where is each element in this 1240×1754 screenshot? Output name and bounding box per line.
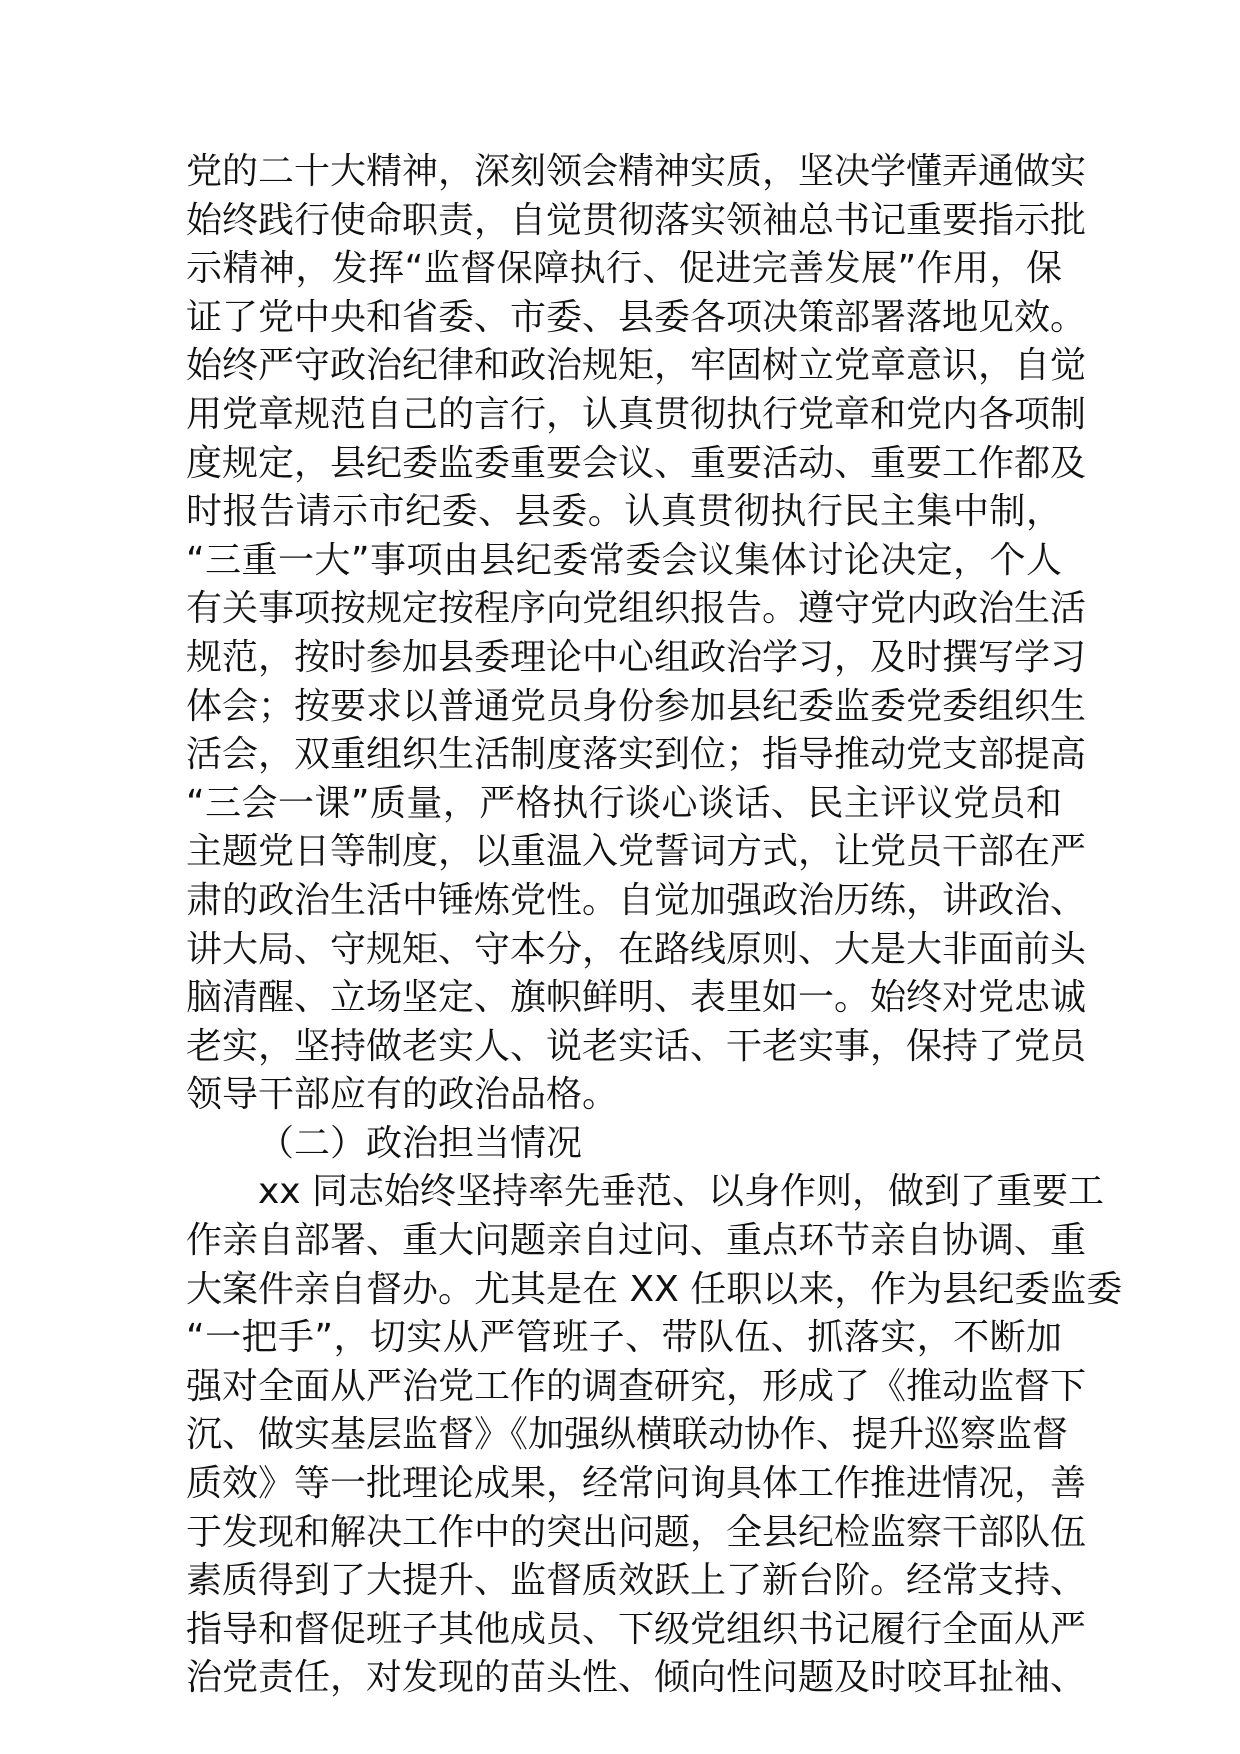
text-line: 有关事项按规定按程序向党组织报告。遵守党内政治生活 [186, 588, 1087, 630]
text-line: 体会；按要求以普通党员身份参加县纪委监委党委组织生 [186, 685, 1087, 727]
text-line: 肃的政治生活中锤炼党性。自觉加强政治历练，讲政治、 [186, 879, 1087, 921]
text-line: 时报告请示市纪委、县委。认真贯彻执行民主集中制， [186, 491, 1062, 533]
text-line: 大案件亲自督办。尤其是在 XX 任职以来，作为县纪委监委 [186, 1268, 1123, 1310]
text-line: 度规定，县纪委监委重要会议、重要活动、重要工作都及 [186, 442, 1087, 484]
text-line: 活会，双重组织生活制度落实到位；指导推动党支部提高 [186, 734, 1087, 776]
text-line: 素质得到了大提升、监督质效跃上了新台阶。经常支持、 [186, 1560, 1087, 1602]
text-line: 指导和督促班子其他成员、下级党组织书记履行全面从严 [186, 1608, 1087, 1650]
text-line: 讲大局、守规矩、守本分，在路线原则、大是大非面前头 [186, 928, 1087, 970]
text-line: 规范，按时参加县委理论中心组政治学习，及时撰写学习 [186, 636, 1087, 678]
text-line: 用党章规范自己的言行，认真贯彻执行党章和党内各项制 [186, 393, 1087, 435]
text-line: 始终践行使命职责，自觉贯彻落实领袖总书记重要指示批 [186, 199, 1087, 241]
text-line: 沉、做实基层监督》《加强纵横联动协作、提升巡察监督 [186, 1414, 1069, 1456]
section-heading: （二）政治担当情况 [258, 1122, 583, 1164]
text-line: 脑清醒、立场坚定、旗帜鲜明、表里如一。始终对党忠诚 [186, 977, 1087, 1019]
text-line: 老实，坚持做老实人、说老实话、干老实事，保持了党员 [186, 1025, 1087, 1067]
text-line: “三会一课”质量，严格执行谈心谈话、民主评议党员和 [186, 782, 1062, 824]
text-line: 于发现和解决工作中的突出问题，全县纪检监察干部队伍 [186, 1511, 1087, 1553]
text-line: 始终严守政治纪律和政治规矩，牢固树立党章意识，自觉 [186, 345, 1087, 387]
text-line: 证了党中央和省委、市委、县委各项决策部署落地见效。 [186, 296, 1087, 338]
text-line: 治党责任，对发现的苗头性、倾向性问题及时咬耳扯袖、 [186, 1657, 1087, 1699]
text-line: 作亲自部署、重大问题亲自过问、重点环节亲自协调、重 [186, 1220, 1087, 1262]
text-line: 党的二十大精神，深刻领会精神实质，坚决学懂弄通做实 [186, 151, 1087, 192]
document-body [186, 148, 1123, 1703]
text-line: 主题党日等制度，以重温入党誓词方式，让党员干部在严 [186, 831, 1087, 873]
text-line: 强对全面从严治党工作的调查研究，形成了《推动监督下 [186, 1365, 1087, 1407]
text-line: 示精神，发挥“监督保障执行、促进完善发展”作用，保 [186, 248, 1062, 290]
text-line: “三重一大”事项由县纪委常委会议集体讨论决定，个人 [186, 539, 1062, 581]
text-line: “一把手”，切实从严管班子、带队伍、抓落实，不断加 [186, 1317, 1062, 1359]
text-line: 质效》等一批理论成果，经常问询具体工作推进情况，善 [186, 1463, 1087, 1505]
text-line: 领导干部应有的政治品格。 [186, 1074, 619, 1116]
text-line: xx 同志始终坚持率先垂范、以身作则，做到了重要工 [258, 1171, 1105, 1213]
